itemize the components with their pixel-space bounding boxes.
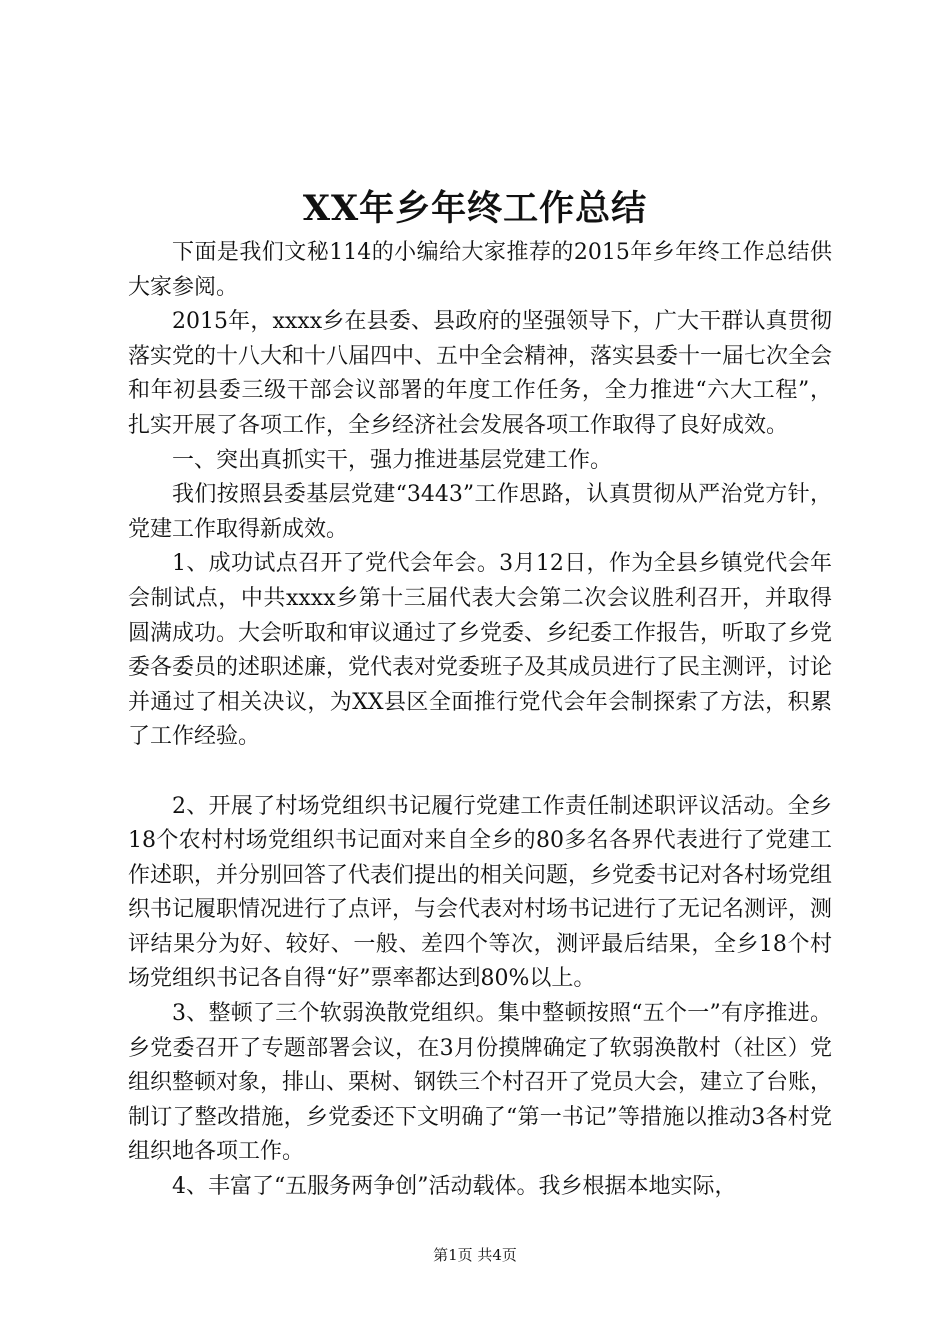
paragraph-overview: 2015年，xxxx乡在县委、县政府的坚强领导下，广大干群认真贯彻落实党的十八大和十八届四中、五中全会精神，落实县委十一届七次全会和年初县委三级干部会议部署的年度工作任务，全力推进“六大工程”，扎实开展了各项工作，全乡经济社会发展各项工作取得了良好成效。 [128, 309, 833, 438]
paragraph-spacer [128, 755, 832, 790]
document-title: XX年乡年终工作总结 [302, 188, 648, 229]
section-heading-1: 一、突出真抓实干，强力推进基层党建工作。 [172, 447, 613, 473]
paragraph-approach: 我们按照县委基层党建“3443”工作思路，认真贯彻从严治党方针，党建工作取得新成效。 [128, 482, 832, 542]
paragraph-item-3: 3、整顿了三个软弱涣散党组织。集中整顿按照“五个一”有序推进。乡党委召开了专题部署会议，在3月份摸牌确定了软弱涣散村（社区）党组织整顿对象，排山、栗树、钢铁三个村召开了党员大会，建立了台账，制订了整改措施，乡党委还下文明确了“第一书记”等措施以推动3各村党组织地各项工作。 [128, 1001, 833, 1165]
paragraph-item-1: 1、成功试点召开了党代会年会。3月12日，作为全县乡镇党代会年会制试点，中共xxxx乡第十三届代表大会第二次会议胜利召开，并取得圆满成功。大会听取和审议通过了乡党委、乡纪委工作报告，听取了乡党委各委员的述职述廉，党代表对党委班子及其成员进行了民主测评，讨论并通过了相关决议，为XX县区全面推行党代会年会制探索了方法，积累了工作经验。 [128, 551, 833, 750]
paragraph-item-4: 4、丰富了“五服务两争创”活动载体。我乡根据本地实际， [172, 1174, 737, 1200]
page-number-footer: 第1页 共4页 [433, 1246, 517, 1264]
paragraph-item-2: 2、开展了村场党组织书记履行党建工作责任制述职评议活动。全乡18个农村村场党组织书记面对来自全乡的80多名各界代表进行了党建工作述职，并分别回答了代表们提出的相关问题，乡党委书记对各村场党组织书记履职情况进行了点评，与会代表对村场书记进行了无记名测评，测评结果分为好、较好、一般、差四个等次，测评最后结果，全乡18个村场党组织书记各自得“好”票率都达到80%以上。 [128, 793, 833, 992]
document-body [128, 236, 832, 1205]
paragraph-intro: 下面是我们文秘114的小编给大家推荐的2015年乡年终工作总结供大家参阅。 [128, 240, 832, 300]
